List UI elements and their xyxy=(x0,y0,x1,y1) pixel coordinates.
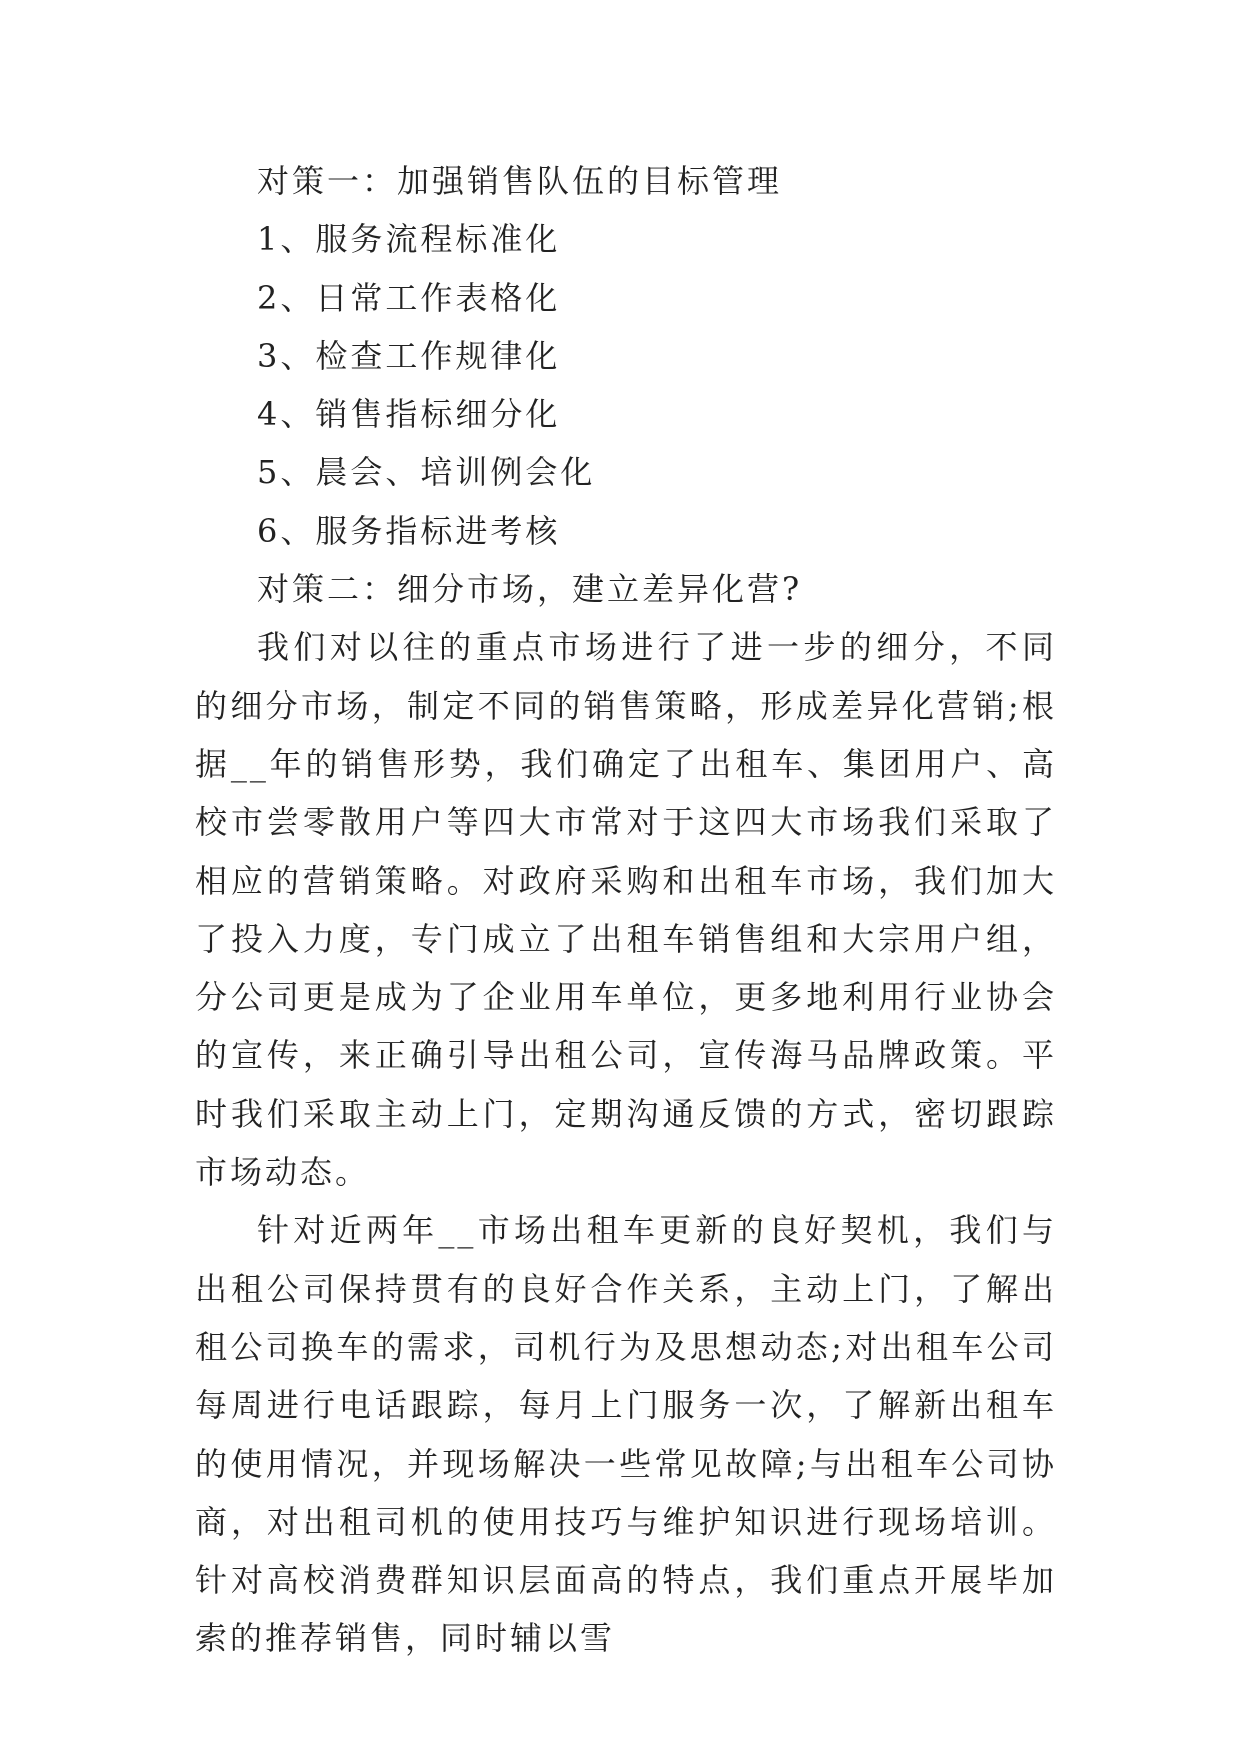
taxi-market-paragraph: 针对近两年__市场出租车更新的良好契机，我们与出租公司保持贯有的良好合作关系，主动上门，了解出租公司换车的需求，司机行为及思想动态;对出租车公司每周进行电话跟踪，每月上门服务一次，了解新出租车的使用情况，并现场解决一些常见故障;与出租车公司协商，对出租司机的使用技巧与维护知识进行现场培训。针对高校消费群知识层面高的特点，我们重点开展毕加索的推荐销售，同时辅以雪 xyxy=(195,1211,1057,1658)
list-item: 3、检查工作规律化 xyxy=(257,336,561,375)
document-body xyxy=(195,152,1057,1668)
market-segmentation-paragraph: 我们对以往的重点市场进行了进一步的细分，不同的细分市场，制定不同的销售策略，形成差异化营销;根据__年的销售形势，我们确定了出租车、集团用户、高校市尝零散用户等四大市常对于这四大市场我们采取了相应的营销策略。对政府采购和出租车市场，我们加大了投入力度，专门成立了出租车销售组和大宗用户组，分公司更是成为了企业用车单位，更多地利用行业协会的宣传，来正确引导出租公司，宣传海马品牌政策。平时我们采取主动上门，定期沟通反馈的方式，密切跟踪市场动态。 xyxy=(195,628,1057,1192)
list-item: 2、日常工作表格化 xyxy=(257,278,561,317)
list-item: 4、销售指标细分化 xyxy=(257,395,561,434)
strategy-one-heading: 对策一：加强销售队伍的目标管理 xyxy=(257,162,783,200)
list-item: 6、服务指标进考核 xyxy=(257,511,561,550)
list-item: 5、晨会、培训例会化 xyxy=(257,453,596,492)
list-item: 1、服务流程标准化 xyxy=(257,220,561,259)
strategy-two-heading: 对策二：细分市场，建立差异化营? xyxy=(257,570,803,609)
